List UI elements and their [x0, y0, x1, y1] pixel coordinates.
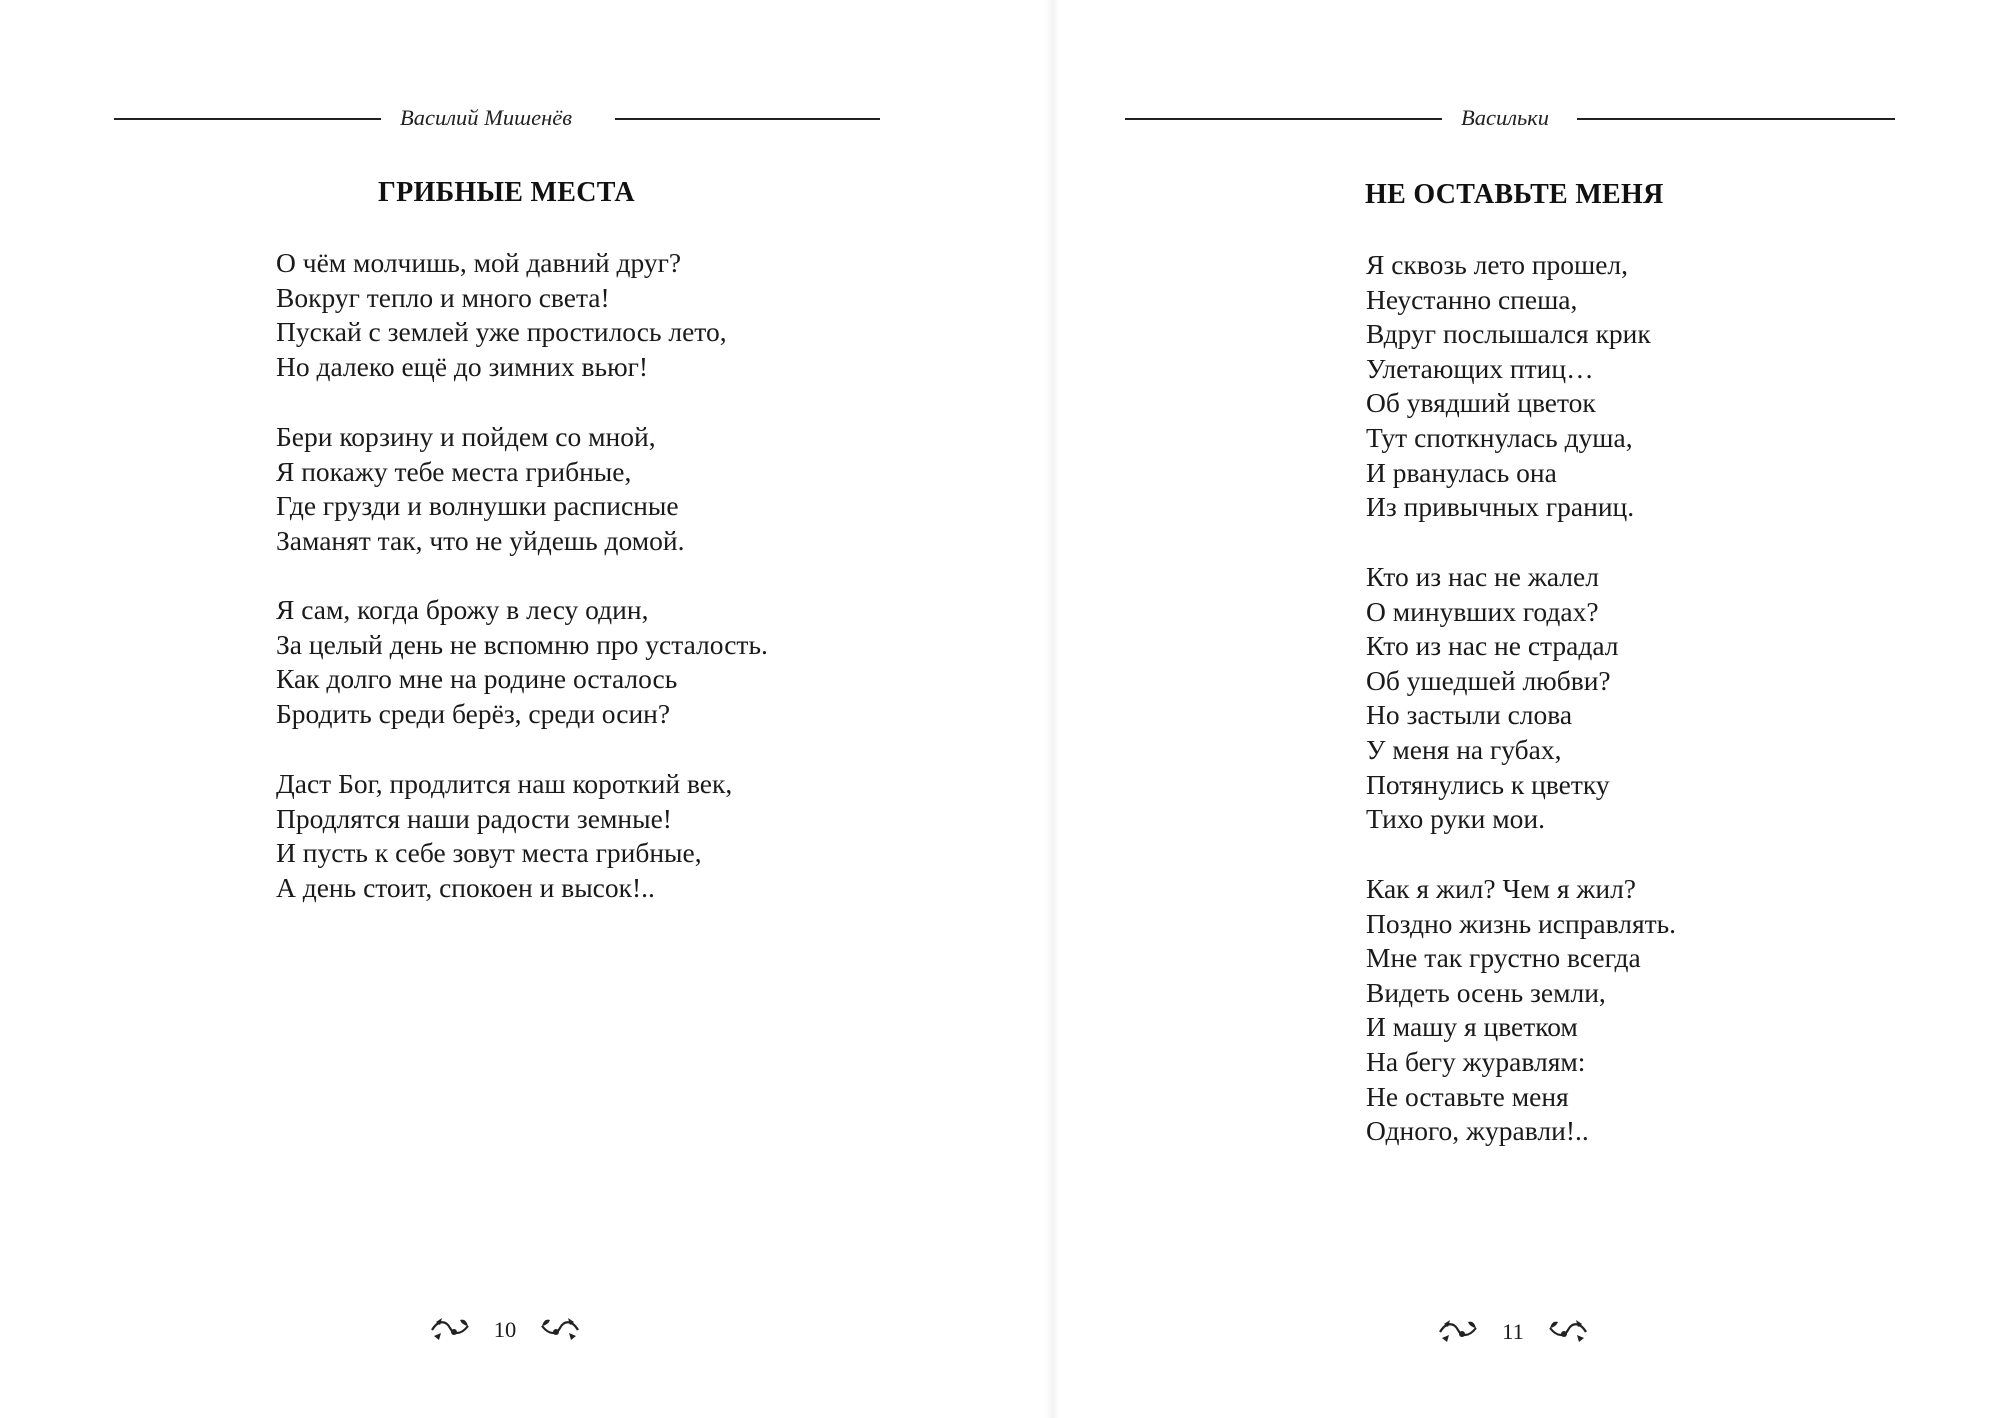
poem-line: Неустанно спеша,	[1366, 283, 1578, 315]
stanza	[276, 593, 768, 731]
poem-line: Кто из нас не страдал	[1366, 630, 1619, 662]
stanza	[1366, 248, 1651, 525]
running-head-left	[114, 101, 880, 135]
poem-line: Мне так грустно всегда	[1366, 942, 1641, 974]
header-rule-right	[615, 118, 880, 120]
poem-line: Бродить среди берёз, среди осин?	[276, 697, 671, 729]
poem-title: ГРИБНЫЕ МЕСТА	[378, 177, 635, 208]
poem-line: Видеть осень земли,	[1366, 976, 1606, 1008]
poem-line: Я покажу тебе места грибные,	[276, 455, 632, 487]
poem-line: А день стоит, спокоен и высок!..	[276, 871, 655, 903]
stanza	[1366, 872, 1676, 1149]
poem-line: О чём молчишь, мой давний друг?	[276, 247, 682, 278]
floral-ornament-left-icon	[1438, 1318, 1480, 1346]
poem-line: У меня на губах,	[1366, 733, 1562, 765]
header-rule-right	[1577, 118, 1895, 120]
poem-line: Бери корзину и пойдем со мной,	[276, 421, 656, 452]
poem-line: И машу я цветком	[1366, 1011, 1578, 1043]
poem-line: О минувших годах?	[1366, 595, 1599, 627]
poem-line: Потянулись к цветку	[1366, 768, 1610, 800]
header-rule-left	[114, 118, 381, 120]
page-footer	[1438, 1314, 1588, 1350]
stanza	[276, 767, 732, 905]
floral-ornament-right-icon	[1546, 1318, 1588, 1346]
stanza	[276, 420, 684, 558]
right-page	[1059, 0, 2000, 1418]
floral-ornament-left-icon	[430, 1316, 472, 1344]
poem-line: И пусть к себе зовут места грибные,	[276, 837, 702, 869]
poem-title: НЕ ОСТАВЬТЕ МЕНЯ	[1365, 179, 1664, 210]
stanza	[276, 246, 727, 384]
poem-line: Вокруг тепло и много света!	[276, 281, 610, 313]
poem-line: Где грузди и волнушки расписные	[276, 490, 679, 522]
poem-line: Из привычных границ.	[1366, 491, 1635, 523]
poem-line: Об ушедшей любви?	[1366, 664, 1611, 696]
poem-line: Одного, журавли!..	[1366, 1115, 1589, 1147]
poem-line: Даст Бог, продлится наш короткий век,	[276, 768, 733, 799]
author-name: Василий Мишенёв	[400, 105, 573, 130]
page-number: 10	[493, 1317, 517, 1342]
poem-line: Я сам, когда брожу в лесу один,	[276, 594, 649, 625]
poem-line: Я сквозь лето прошел,	[1366, 249, 1629, 280]
poem-line: Вдруг послышался крик	[1366, 318, 1651, 350]
stanza	[1366, 560, 1619, 837]
poem-line: Продлятся наши радости земные!	[276, 802, 672, 834]
poem-line: Как долго мне на родине осталось	[276, 663, 678, 695]
poem-line: Поздно жизнь исправлять.	[1366, 907, 1677, 939]
poem-line: И рванулась она	[1366, 456, 1557, 488]
poem-line: Но далеко ещё до зимних вьюг!	[276, 350, 649, 382]
poem-line: На бегу журавлям:	[1366, 1045, 1586, 1077]
running-head-right	[1125, 101, 1895, 135]
page-number: 11	[1502, 1319, 1524, 1344]
poem-line: Как я жил? Чем я жил?	[1366, 873, 1636, 904]
poem-line: За целый день не вспомню про усталость.	[276, 628, 768, 660]
poem-line: Об увядший цветок	[1366, 387, 1596, 419]
poem-line: Тут споткнулась душа,	[1366, 421, 1633, 453]
poem-line: Заманят так, что не уйдешь домой.	[276, 524, 685, 556]
book-title: Васильки	[1461, 105, 1550, 130]
poem-line: Не оставьте меня	[1366, 1080, 1569, 1112]
poem-line: Тихо руки мои.	[1366, 803, 1545, 835]
page-footer	[430, 1312, 580, 1348]
poem-line: Но застыли слова	[1366, 699, 1573, 731]
book-gutter	[1045, 0, 1059, 1418]
poem-line: Улетающих птиц…	[1366, 352, 1594, 384]
poem-line: Кто из нас не жалел	[1366, 561, 1599, 592]
poem-line: Пускай с землей уже простилось лето,	[276, 316, 727, 348]
floral-ornament-right-icon	[538, 1316, 580, 1344]
header-rule-left	[1125, 118, 1442, 120]
